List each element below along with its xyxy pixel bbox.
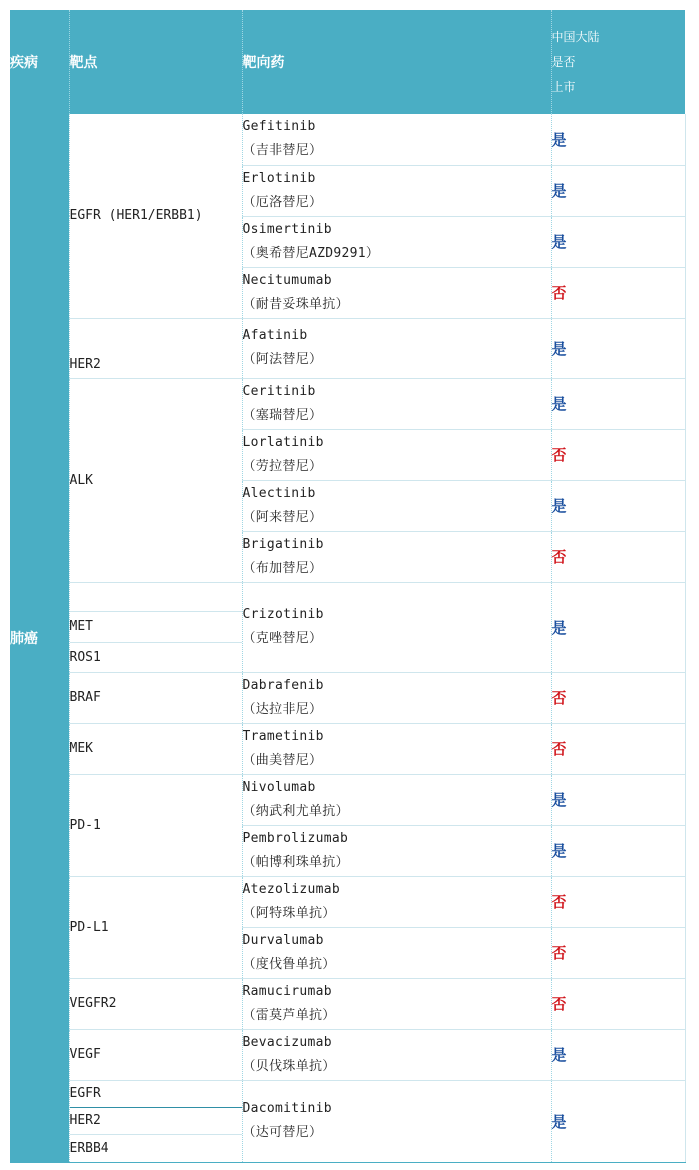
drug-name-cn: （阿特珠单抗） <box>242 905 336 921</box>
status-cell: 是 <box>551 378 685 429</box>
target-cell: MEK <box>69 723 242 774</box>
status-cell: 是 <box>551 114 685 165</box>
drug-name-cn: （曲美替尼） <box>242 752 323 768</box>
header-disease: 疾病 <box>10 10 69 114</box>
target-cell <box>69 582 242 672</box>
header-row <box>10 10 685 114</box>
drug-name-cn: （达拉非尼） <box>242 701 323 717</box>
target-label: MET <box>70 611 242 643</box>
drug-name-cn: （吉非替尼） <box>242 143 323 159</box>
table-row <box>10 672 685 723</box>
drug-name-en: Afatinib <box>242 328 308 344</box>
header-status-line: 上市 <box>551 79 576 94</box>
status-cell: 是 <box>551 774 685 825</box>
target-cell <box>69 1080 242 1162</box>
drug-name-cn: （厄洛替尼） <box>242 194 323 210</box>
status-cell: 是 <box>551 582 685 672</box>
header-status <box>551 10 685 114</box>
drug-name-cn: （贝伐珠单抗） <box>242 1058 336 1074</box>
status-cell: 否 <box>551 267 685 318</box>
drug-cell <box>242 978 551 1029</box>
target-cell: PD-L1 <box>69 876 242 978</box>
drug-cell <box>242 825 551 876</box>
drug-cell <box>242 723 551 774</box>
table-row <box>10 114 685 165</box>
status-cell: 是 <box>551 216 685 267</box>
target-label: ERBB4 <box>69 1140 109 1156</box>
status-cell: 否 <box>551 429 685 480</box>
drug-cell <box>242 531 551 582</box>
status-cell: 否 <box>551 531 685 582</box>
status-cell: 是 <box>551 1029 685 1080</box>
header-status-line: 中国大陆 <box>551 29 600 44</box>
table-row <box>10 1080 685 1162</box>
drug-name-cn: （纳武利尤单抗） <box>242 803 349 819</box>
table-row <box>10 723 685 774</box>
drug-name-cn: （阿法替尼） <box>242 352 323 368</box>
table-row <box>10 318 685 378</box>
header-status-line: 是否 <box>551 54 576 69</box>
drug-table <box>10 10 686 1163</box>
drug-cell <box>242 582 551 672</box>
drug-name-en: Necitumumab <box>242 272 332 288</box>
drug-cell <box>242 1080 551 1162</box>
drug-name-cn: （阿来替尼） <box>242 509 323 525</box>
table-row <box>10 1029 685 1080</box>
drug-name-en: Crizotinib <box>242 607 324 623</box>
drug-name-en: Ceritinib <box>242 383 316 399</box>
status-cell: 否 <box>551 927 685 978</box>
drug-name-en: Ramucirumab <box>242 983 332 999</box>
target-cell: PD-1 <box>69 774 242 876</box>
table-row <box>10 378 685 429</box>
drug-name-en: Lorlatinib <box>242 434 324 450</box>
drug-name-cn: （塞瑞替尼） <box>242 407 323 423</box>
status-cell: 是 <box>551 165 685 216</box>
disease-cell: 肺癌 <box>10 114 69 1163</box>
drug-cell <box>242 480 551 531</box>
target-cell: VEGF <box>69 1029 242 1080</box>
drug-name-cn: （帕博利珠单抗） <box>242 854 349 870</box>
target-cell: VEGFR2 <box>69 978 242 1029</box>
status-cell: 否 <box>551 978 685 1029</box>
drug-name-cn: （克唑替尼） <box>242 631 323 647</box>
drug-name-en: Trametinib <box>242 728 324 744</box>
drug-name-cn: （劳拉替尼） <box>242 458 323 474</box>
target-label: ROS1 <box>69 649 101 665</box>
status-cell: 是 <box>551 825 685 876</box>
header-target: 靶点 <box>69 10 242 114</box>
drug-name-cn: （奥希替尼AZD9291） <box>242 245 380 261</box>
drug-name-en: Pembrolizumab <box>242 830 349 846</box>
drug-name-en: Atezolizumab <box>242 881 341 897</box>
drug-cell <box>242 1029 551 1080</box>
target-label: HER2 <box>70 1108 242 1135</box>
target-cell: ALK <box>69 378 242 582</box>
drug-cell <box>242 114 551 165</box>
drug-name-cn: （度伐鲁单抗） <box>242 956 336 972</box>
drug-cell <box>242 927 551 978</box>
drug-cell <box>242 267 551 318</box>
drug-name-en: Bevacizumab <box>242 1034 332 1050</box>
status-cell: 是 <box>551 480 685 531</box>
status-cell: 是 <box>551 318 685 378</box>
drug-name-cn: （布加替尼） <box>242 560 323 576</box>
drug-cell <box>242 318 551 378</box>
target-label: EGFR <box>70 1081 242 1108</box>
drug-name-en: Dabrafenib <box>242 677 324 693</box>
status-cell: 否 <box>551 723 685 774</box>
drug-cell <box>242 876 551 927</box>
drug-cell <box>242 429 551 480</box>
table-row <box>10 978 685 1029</box>
status-cell: 否 <box>551 876 685 927</box>
table-row <box>10 774 685 825</box>
target-cell: HER2 <box>69 318 242 378</box>
header-drug: 靶向药 <box>242 10 551 114</box>
drug-name-en: Dacomitinib <box>242 1101 332 1117</box>
drug-name-en: Nivolumab <box>242 779 316 795</box>
target-cell: BRAF <box>69 672 242 723</box>
table-row <box>10 876 685 927</box>
drug-name-en: Durvalumab <box>242 932 324 948</box>
status-cell: 是 <box>551 1080 685 1162</box>
drug-cell <box>242 672 551 723</box>
drug-cell <box>242 774 551 825</box>
drug-name-en: Osimertinib <box>242 221 332 237</box>
target-cell: EGFR (HER1/ERBB1) <box>69 114 242 318</box>
drug-cell <box>242 216 551 267</box>
drug-name-cn: （耐昔妥珠单抗） <box>242 296 349 312</box>
drug-name-en: Brigatinib <box>242 536 324 552</box>
drug-name-en: Erlotinib <box>242 170 316 186</box>
status-cell: 否 <box>551 672 685 723</box>
table-row <box>10 582 685 672</box>
drug-name-en: Gefitinib <box>242 119 316 135</box>
drug-cell <box>242 378 551 429</box>
drug-name-cn: （达可替尼） <box>242 1125 323 1141</box>
drug-cell <box>242 165 551 216</box>
drug-name-cn: （雷莫芦单抗） <box>242 1007 336 1023</box>
drug-name-en: Alectinib <box>242 485 316 501</box>
